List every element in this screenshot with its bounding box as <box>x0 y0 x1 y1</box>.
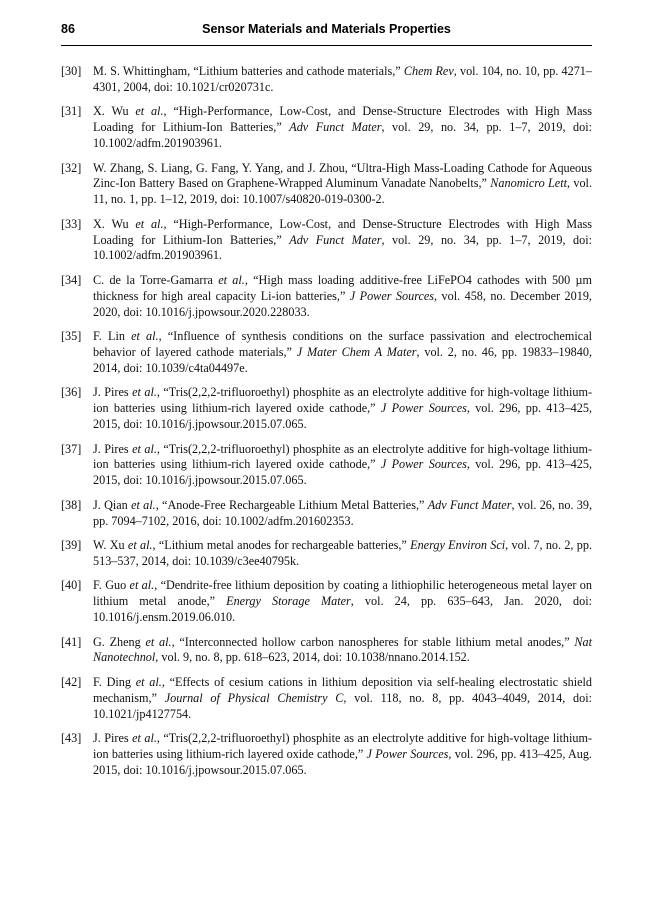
reference-number: [37] <box>61 441 82 456</box>
reference-segment: , “Effects of cesium cations in lithium deposition via self-healing electrostatic shield mechanism,” <box>93 675 593 705</box>
reference-italic-segment: et al. <box>132 731 157 746</box>
reference-number: [36] <box>61 385 82 400</box>
reference-segment: F. Guo <box>93 578 130 593</box>
reference-number: [39] <box>61 538 82 553</box>
reference-segment: , vol. 29, no. 34, pp. 1–7, 2019, doi: 10.1002/adfm.201903961. <box>93 232 592 263</box>
reference-italic-segment: et al. <box>132 385 157 400</box>
reference-segment: , vol. 7, no. 2, pp. 513–537, 2014, doi: 10.1039/c3ee40795k. <box>93 538 593 568</box>
reference-segment: J. Pires <box>93 385 133 400</box>
reference-segment: , “Lithium metal anodes for rechargeable batteries,” <box>152 538 411 553</box>
reference-italic-segment: et al. <box>127 538 153 553</box>
reference-number: [31] <box>61 104 82 119</box>
reference-segment: F. Ding <box>93 675 136 690</box>
reference-entry <box>61 635 592 667</box>
reference-segment: , vol. 2, no. 46, pp. 19833–19840, 2014, doi: 10.1039/c4ta04497e. <box>93 344 592 375</box>
reference-text <box>93 675 592 722</box>
reference-italic-segment: Chem Rev <box>403 64 454 78</box>
reference-italic-segment: et al. <box>145 634 172 649</box>
reference-list <box>61 64 592 787</box>
reference-segment: , vol. 26, no. 39, pp. 7094–7102, 2016, doi: 10.1002/adfm.201602353. <box>93 497 592 528</box>
reference-entry <box>61 442 592 489</box>
reference-number: [33] <box>61 216 82 231</box>
reference-italic-segment: et al. <box>131 329 159 344</box>
reference-text <box>93 217 592 264</box>
reference-text <box>93 104 592 151</box>
reference-number: [42] <box>61 675 82 690</box>
reference-segment: , vol. 104, no. 10, pp. 4271–4301, 2004, doi: 10.1021/cr020731c. <box>93 64 592 94</box>
reference-text <box>93 442 592 489</box>
reference-number: [32] <box>61 160 82 175</box>
reference-number: [35] <box>61 329 82 344</box>
reference-italic-segment: Adv Funct Mater <box>289 120 382 135</box>
reference-italic-segment: Energy Environ Sci <box>410 538 506 553</box>
reference-segment: , vol. 118, no. 8, pp. 4043–4049, 2014, doi: 10.1021/jp4127754. <box>93 690 592 721</box>
reference-italic-segment: et al. <box>132 441 157 456</box>
page-number: 86 <box>61 22 75 36</box>
reference-segment: , “High-Performance, Low-Cost, and Dense-Structure Electrodes with High Mass Loading for Lithium-Ion Batteries,” <box>93 216 592 247</box>
reference-italic-segment: Nat Nanotechnol <box>93 634 592 665</box>
reference-segment: , “Dendrite-free lithium deposition by coating a lithiophilic heterogeneous metal layer on lithium metal anode,” <box>93 578 592 609</box>
reference-italic-segment: et al. <box>129 578 155 593</box>
reference-italic-segment: et al. <box>135 104 164 119</box>
reference-text <box>93 635 592 667</box>
reference-text <box>93 578 592 625</box>
reference-italic-segment: et al. <box>131 497 156 512</box>
running-title: Sensor Materials and Materials Properties <box>202 22 451 36</box>
reference-segment: W. Zhang, S. Liang, G. Fang, Y. Yang, and J. Zhou, “Ultra-High Mass-Loading Cathode for Aqueous Zinc-Ion Battery Based on Graphene-Wrapped Aluminum Vanadate Nanobelts,” <box>93 160 592 191</box>
reference-text <box>93 538 592 570</box>
reference-text <box>93 273 592 320</box>
reference-segment: M. S. Whittingham, “Lithium batteries and cathode materials,” <box>93 64 404 78</box>
reference-entry <box>61 104 592 151</box>
reference-italic-segment: Nanomicro Lett <box>490 176 567 191</box>
reference-italic-segment: Energy Storage Mater <box>226 594 351 609</box>
reference-italic-segment: Adv Funct Mater <box>427 497 512 512</box>
reference-segment: J. Qian <box>93 497 132 512</box>
header-rule <box>61 45 592 46</box>
reference-segment: X. Wu <box>93 216 136 231</box>
reference-segment: , vol. 24, pp. 635–643, Jan. 2020, doi: 10.1016/j.ensm.2019.06.010. <box>93 594 592 625</box>
reference-text <box>93 385 592 432</box>
reference-segment: F. Lin <box>93 329 132 344</box>
reference-segment: , vol. 296, pp. 413–425, 2015, doi: 10.1016/j.jpowsour.2015.07.065. <box>93 401 592 431</box>
reference-number: [38] <box>61 497 82 512</box>
reference-italic-segment: J Power Sources <box>380 401 467 416</box>
reference-italic-segment: et al. <box>135 216 164 231</box>
reference-segment: , “Interconnected hollow carbon nanospheres for stable lithium metal anodes,” <box>171 634 575 649</box>
reference-entry <box>61 731 592 778</box>
reference-italic-segment: et al. <box>135 675 162 690</box>
reference-segment: , vol. 458, no. December 2019, 2020, doi: 10.1016/j.jpowsour.2020.228033. <box>93 288 592 319</box>
reference-number: [41] <box>61 634 82 649</box>
reference-text <box>93 731 592 778</box>
reference-italic-segment: Adv Funct Mater <box>289 232 382 247</box>
reference-segment: , “Anode-Free Rechargeable Lithium Metal Batteries,” <box>155 497 428 512</box>
reference-segment: , vol. 29, no. 34, pp. 1–7, 2019, doi: 10.1002/adfm.201903961. <box>93 120 592 150</box>
reference-entry <box>61 385 592 432</box>
reference-entry <box>61 161 592 208</box>
reference-segment: , “Tris(2,2,2-trifluoroethyl) phosphite as an electrolyte additive for high-voltage lithium-ion batteries using lithium-rich layered oxide cathode,” <box>93 441 592 472</box>
reference-number: [40] <box>61 578 82 593</box>
reference-segment: , “Influence of synthesis conditions on the surface passivation and electrochemical behavior of layered cathode materials,” <box>93 329 592 359</box>
reference-italic-segment: J Power Sources <box>366 747 449 762</box>
reference-segment: W. Xu <box>93 538 128 553</box>
reference-entry <box>61 217 592 264</box>
reference-segment: , “High-Performance, Low-Cost, and Dense-Structure Electrodes with High Mass Loading for Lithium-Ion Batteries,” <box>93 104 592 135</box>
reference-entry <box>61 64 592 96</box>
reference-segment: G. Zheng <box>93 634 146 649</box>
reference-number: [30] <box>61 64 82 78</box>
reference-text <box>93 161 592 208</box>
reference-segment: , vol. 296, pp. 413–425, 2015, doi: 10.1016/j.jpowsour.2015.07.065. <box>93 457 592 488</box>
reference-italic-segment: J Power Sources <box>380 457 467 472</box>
reference-italic-segment: et al. <box>218 272 245 287</box>
reference-entry <box>61 578 592 625</box>
reference-italic-segment: J Power Sources <box>349 288 435 303</box>
reference-entry <box>61 273 592 320</box>
reference-segment: C. de la Torre-Gamarra <box>93 272 219 287</box>
page-header <box>61 22 592 42</box>
reference-segment: , vol. 296, pp. 413–425, Aug. 2015, doi: 10.1016/j.jpowsour.2015.07.065. <box>93 747 592 777</box>
reference-text <box>93 498 592 530</box>
reference-text <box>93 64 592 96</box>
reference-entry <box>61 498 592 530</box>
reference-segment: , vol. 9, no. 8, pp. 618–623, 2014, doi: 10.1038/nnano.2014.152. <box>155 650 470 665</box>
reference-segment: , vol. 11, no. 1, pp. 1–12, 2019, doi: 10.1007/s40820-019-0300-2. <box>93 176 592 207</box>
reference-number: [43] <box>61 731 82 746</box>
reference-segment: J. Pires <box>93 731 133 746</box>
reference-segment: , “Tris(2,2,2-trifluoroethyl) phosphite as an electrolyte additive for high-voltage lithium-ion batteries using lithium-rich layered oxide cathode,” <box>93 731 592 762</box>
reference-segment: , “High mass loading additive-free LiFePO4 cathodes with 500 µm thickness for high areal capacity Li-ion batteries,” <box>93 272 592 303</box>
reference-italic-segment: J Mater Chem A Mater <box>296 344 417 359</box>
reference-entry <box>61 675 592 722</box>
reference-number: [34] <box>61 272 82 287</box>
reference-segment: J. Pires <box>93 441 133 456</box>
reference-segment: , “Tris(2,2,2-trifluoroethyl) phosphite as an electrolyte additive for high-voltage lithium-ion batteries using lithium-rich layered oxide cathode,” <box>93 385 592 416</box>
reference-entry <box>61 329 592 376</box>
reference-segment: X. Wu <box>93 104 136 119</box>
reference-text <box>93 329 592 376</box>
reference-entry <box>61 538 592 570</box>
reference-italic-segment: Journal of Physical Chemistry C <box>164 690 344 705</box>
